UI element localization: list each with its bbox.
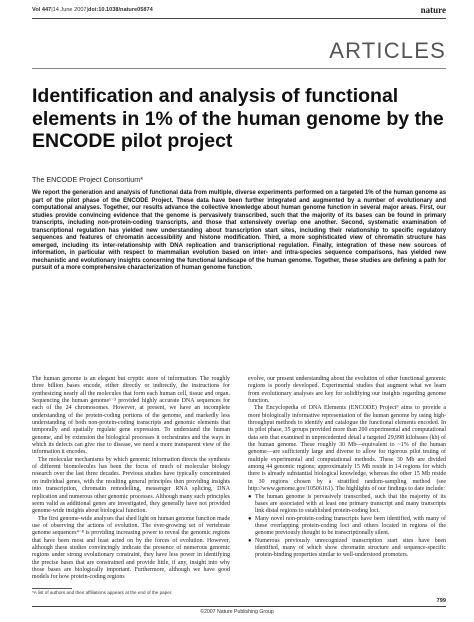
finding-item [248,538,446,560]
body-column-left [32,376,230,582]
article-title: Identification and analysis of functional elements in 1% of the human genome by the ENCODE pilot project [32,85,444,152]
author-footnote: *A list of authors and their affiliations appears at the end of the paper. [32,590,173,595]
section-rule [32,68,446,69]
body-paragraph: The Encyclopedia of DNA Elements (ENCODE) Project⁹ aims to provide a more biologically informative representation of the human genome by using high-throughput methods to identify and catalogue the functional elements encoded. In its pilot phase, 35 groups provided more than 200 experimental and computational data sets that examined in unprecedented detail a targeted 29,998 kilobases (kb) of the human genome. These roughly 30 Mb—equivalent to ~1% of the human genome—are sufficiently large and diverse to allow for rigorous pilot testing of multiple experimental and computational methods. These 30 Mb are divided among 44 genomic regions; approximately 15 Mb reside in 14 regions for which there is already substantial biological knowledge, whereas the other 15 Mb reside in 30 regions chosen by a stratified random-sampling method (see http://www.genome.gov/10506161). The highlights of our findings to date include: [248,405,446,493]
page-number: 799 [436,598,446,604]
body-paragraph: The molecular mechanisms by which genomic information directs the synthesis of different biomolecules has been the focus of much of molecular biology research over the last three decades. Previous studies have typically concentrated on individual genes, with the resulting general principles then providing insights into transcription, chromatin remodelling, messenger RNA splicing, DNA replication and numerous other genomic processes. Although many such principles seem valid as additional genes are investigated, they generally have not provided genome-wide insights about biological function. [32,456,230,515]
finding-item [248,494,446,516]
journal-logo: nature [420,5,446,15]
finding-item [248,516,446,538]
finding-text: Many novel non-protein-coding transcripts have been identified, with many of these overlapping protein-coding loci and others located in regions of the genome previously thought to be transcriptionally silent. [255,515,446,537]
header-rule [32,18,446,19]
abstract: We report the generation and analysis of functional data from multiple, diverse experiments performed on a targeted 1% of the human genome as part of the pilot phase of the ENCODE Project. These data have been further integrated and augmented by a number of evolutionary and computational analyses. Together, our results advance the collective knowledge about human genome function in several major areas. First, our studies provide convincing evidence that the genome is pervasively transcribed, such that the majority of its bases can be found in primary transcripts, including non-protein-coding transcripts, and those that extensively overlap one another. Second, systematic examination of transcriptional regulation has yielded new understanding about transcription start sites, including their relationship to specific regulatory sequences and features of chromatin accessibility and histone modification. Third, a more sophisticated view of chromatin structure has emerged, including its inter-relationship with DNA replication and transcriptional regulation. Finally, integration of these new sources of information, in particular with respect to mammalian evolution based on inter- and intra-species sequence comparisons, has yielded new mechanistic and evolutionary insights concerning the functional landscape of the human genome. Together, these studies are defining a path for pursuit of a more comprehensive characterization of human genome function. [32,190,446,271]
volume-info: Vol 447 [32,7,52,13]
body-paragraph: The human genome is an elegant but cryptic store of information. The roughly three billion bases encode, either directly or indirectly, the instructions for synthesizing nearly all the molecules that form each human cell, tissue and organ. Sequencing the human genome¹⁻³ provided highly accurate DNA sequences for each of the 24 chromosomes. However, at present, we have an incomplete understanding of the protein-coding portions of the genome, and markedly less understanding of both non-protein-coding transcripts and genomic elements that temporally and spatially regulate gene expression. To understand the human genome, and by extension the biological processes it orchestrates and the ways in which its defects can give rise to disease, we need a more transparent view of the information it encodes. [32,376,230,456]
body-column-right [248,376,446,560]
body-paragraph: The first genome-wide analyses that shed light on human genome function made use of observing the actions of evolution. The ever-growing set of vertebrate genome sequences⁴⁻⁸ is providing increasing power to reveal the genomic regions that have been most and least acted on by the forces of evolution. However, although these studies convincingly indicate the presence of numerous genomic regions under strong evolutionary constraint, they have less power in identifying the precise bases that are constrained and provide little, if any, insight into why those bases are biologically important. Furthermore, although we have good models for how protein-coding regions [32,515,230,581]
bullet-icon: ● [248,537,252,544]
footnote-rule [32,588,72,589]
running-header [32,7,446,13]
bullet-icon: ● [248,493,252,500]
section-label: ARTICLES [329,38,446,63]
date-info: |14 June 2007| [51,7,88,13]
findings-list [248,494,446,560]
body-paragraph: evolve, our present understanding about the evolution of other functional genomic regions is poorly developed. Experimental studies that augment what we learn from evolutionary analyses are key for solidifying our insights regarding genome function. [248,376,446,405]
finding-text: The human genome is pervasively transcribed, such that the majority of its bases are associated with at least one primary transcript and many transcripts link distal regions to established protein-coding loci. [255,493,446,515]
copyright-notice: ©2007 Nature Publishing Group [200,609,274,615]
bullet-icon: ● [248,515,252,522]
doi-link[interactable]: doi:10.1038/nature05874 [88,7,153,13]
author-line: The ENCODE Project Consortium* [32,175,144,184]
finding-text: Numerous previously unrecognized transcription start sites have been identified, many of which show chromatin structure and sequence-specific protein-binding properties similar to well-understood promoters. [255,537,446,559]
footer-rule [32,606,446,607]
